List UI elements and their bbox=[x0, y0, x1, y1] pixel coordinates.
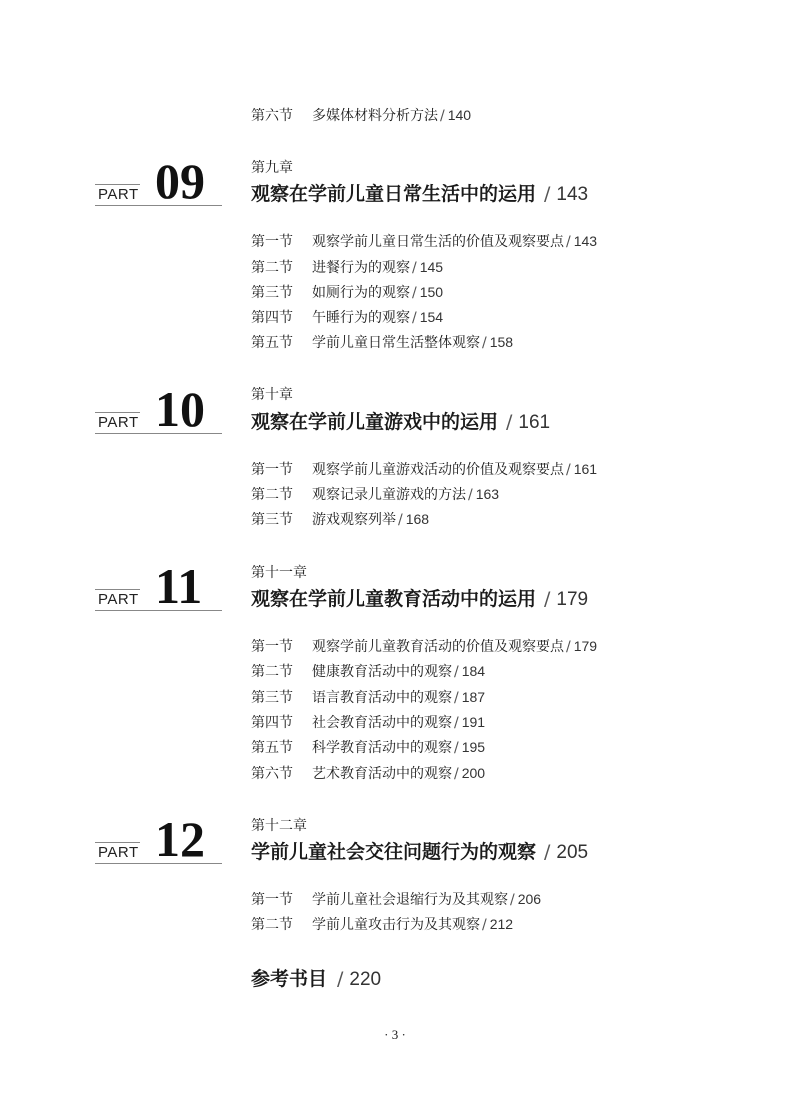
chapter-page: 161 bbox=[518, 412, 551, 433]
section-title: 多媒体材料分析方法 bbox=[312, 108, 438, 124]
section-title: 进餐行为的观察 bbox=[312, 260, 410, 276]
section-page: 206 bbox=[517, 891, 542, 907]
toc-entry: 第一节 学前儿童社会退缩行为及其观察 / 206 bbox=[251, 891, 542, 908]
toc-entry: 第一节 观察学前儿童日常生活的价值及观察要点 / 143 bbox=[251, 233, 598, 250]
page-number: · 3 · bbox=[384, 1027, 406, 1042]
section-page: 212 bbox=[489, 916, 514, 932]
section-number: 第五节 bbox=[251, 335, 293, 351]
toc-entry: 第二节 进餐行为的观察 / 145 bbox=[251, 259, 444, 276]
section-title: 观察记录儿童游戏的方法 bbox=[312, 487, 466, 503]
section-title: 语言教育活动中的观察 bbox=[312, 690, 452, 706]
section-number: 第二节 bbox=[251, 260, 293, 276]
part-number: 12 bbox=[155, 811, 205, 867]
chapter-title: 学前儿童社会交往问题行为的观察 bbox=[251, 841, 537, 863]
section-page: 191 bbox=[461, 714, 486, 730]
section-title: 科学教育活动中的观察 bbox=[312, 740, 452, 756]
toc-entry: 第五节 科学教育活动中的观察 / 195 bbox=[251, 739, 486, 756]
part-number: 10 bbox=[155, 381, 205, 437]
chapter-title-row: 学前儿童社会交往问题行为的观察 / 205 bbox=[251, 841, 589, 863]
toc-entry: 第三节 如厕行为的观察 / 150 bbox=[251, 284, 444, 301]
section-number: 第一节 bbox=[251, 462, 293, 478]
section-number: 第四节 bbox=[251, 310, 293, 326]
section-number: 第三节 bbox=[251, 690, 293, 706]
part-word: PART bbox=[98, 591, 139, 608]
section-page: 140 bbox=[447, 107, 472, 123]
references-page: 220 bbox=[349, 969, 382, 990]
toc-entry: 第四节 社会教育活动中的观察 / 191 bbox=[251, 714, 486, 731]
chapter-page: 179 bbox=[556, 589, 589, 610]
section-title: 观察学前儿童教育活动的价值及观察要点 bbox=[312, 639, 564, 655]
section-title: 学前儿童社会退缩行为及其观察 bbox=[312, 892, 508, 908]
section-page: 184 bbox=[461, 663, 486, 679]
toc-entry: 第二节 健康教育活动中的观察 / 184 bbox=[251, 663, 486, 680]
section-number: 第三节 bbox=[251, 512, 293, 528]
part-number: 09 bbox=[155, 153, 205, 209]
chapter-title: 观察在学前儿童游戏中的运用 bbox=[251, 411, 499, 433]
section-page: 163 bbox=[475, 486, 500, 502]
references-entry: 参考书目 / 220 bbox=[251, 968, 382, 990]
chapter-title: 观察在学前儿童教育活动中的运用 bbox=[251, 588, 537, 610]
chapter-title-row: 观察在学前儿童日常生活中的运用 / 143 bbox=[251, 183, 589, 205]
part-number: 11 bbox=[155, 558, 203, 614]
section-title: 学前儿童日常生活整体观察 bbox=[312, 335, 480, 351]
references-title: 参考书目 bbox=[251, 968, 328, 990]
part-word: PART bbox=[98, 844, 139, 861]
toc-entry: 第六节 多媒体材料分析方法 / 140 bbox=[251, 107, 472, 124]
chapter-label: 第十章 bbox=[251, 387, 293, 403]
part-word: PART bbox=[98, 414, 139, 431]
section-page: 200 bbox=[461, 765, 486, 781]
section-number: 第五节 bbox=[251, 740, 293, 756]
chapter-title-row: 观察在学前儿童游戏中的运用 / 161 bbox=[251, 411, 551, 433]
section-page: 143 bbox=[573, 233, 598, 249]
section-number: 第一节 bbox=[251, 892, 293, 908]
section-title: 午睡行为的观察 bbox=[312, 310, 410, 326]
section-page: 158 bbox=[489, 334, 514, 350]
chapter-label: 第十二章 bbox=[251, 818, 307, 834]
section-number: 第一节 bbox=[251, 234, 293, 250]
section-title: 艺术教育活动中的观察 bbox=[312, 766, 452, 782]
toc-entry: 第三节 游戏观察列举 / 168 bbox=[251, 511, 430, 528]
chapter-title: 观察在学前儿童日常生活中的运用 bbox=[251, 183, 537, 205]
section-title: 如厕行为的观察 bbox=[312, 285, 410, 301]
toc-entry: 第二节 学前儿童攻击行为及其观察 / 212 bbox=[251, 916, 514, 933]
part-marker bbox=[95, 558, 222, 614]
part-marker bbox=[95, 811, 222, 867]
toc-entry: 第五节 学前儿童日常生活整体观察 / 158 bbox=[251, 334, 514, 351]
section-title: 游戏观察列举 bbox=[312, 512, 396, 528]
section-number: 第三节 bbox=[251, 285, 293, 301]
section-number: 第二节 bbox=[251, 664, 293, 680]
section-number: 第六节 bbox=[251, 766, 293, 782]
section-title: 观察学前儿童日常生活的价值及观察要点 bbox=[312, 234, 564, 250]
part-word: PART bbox=[98, 186, 139, 203]
section-number: 第四节 bbox=[251, 715, 293, 731]
part-marker bbox=[95, 381, 222, 437]
toc-entry: 第三节 语言教育活动中的观察 / 187 bbox=[251, 689, 486, 706]
toc-entry: 第一节 观察学前儿童游戏活动的价值及观察要点 / 161 bbox=[251, 461, 598, 478]
section-title: 社会教育活动中的观察 bbox=[312, 715, 452, 731]
section-page: 154 bbox=[419, 309, 444, 325]
chapter-label: 第十一章 bbox=[251, 565, 307, 581]
section-page: 145 bbox=[419, 259, 444, 275]
part-marker bbox=[95, 153, 222, 209]
toc-entry: 第六节 艺术教育活动中的观察 / 200 bbox=[251, 765, 486, 782]
section-page: 187 bbox=[461, 689, 486, 705]
toc-entry: 第四节 午睡行为的观察 / 154 bbox=[251, 309, 444, 326]
chapter-title-row: 观察在学前儿童教育活动中的运用 / 179 bbox=[251, 588, 589, 610]
section-page: 161 bbox=[573, 461, 598, 477]
section-page: 168 bbox=[405, 511, 430, 527]
section-title: 健康教育活动中的观察 bbox=[312, 664, 452, 680]
chapter-page: 143 bbox=[556, 184, 589, 205]
chapter-page: 205 bbox=[556, 842, 589, 863]
section-page: 150 bbox=[419, 284, 444, 300]
section-number: 第六节 bbox=[251, 108, 293, 124]
section-page: 179 bbox=[573, 638, 598, 654]
section-page: 195 bbox=[461, 739, 486, 755]
chapter-label: 第九章 bbox=[251, 160, 293, 176]
toc-entry: 第一节 观察学前儿童教育活动的价值及观察要点 / 179 bbox=[251, 638, 598, 655]
section-title: 学前儿童攻击行为及其观察 bbox=[312, 917, 480, 933]
section-title: 观察学前儿童游戏活动的价值及观察要点 bbox=[312, 462, 564, 478]
section-number: 第一节 bbox=[251, 639, 293, 655]
toc-entry: 第二节 观察记录儿童游戏的方法 / 163 bbox=[251, 486, 500, 503]
section-number: 第二节 bbox=[251, 917, 293, 933]
section-number: 第二节 bbox=[251, 487, 293, 503]
